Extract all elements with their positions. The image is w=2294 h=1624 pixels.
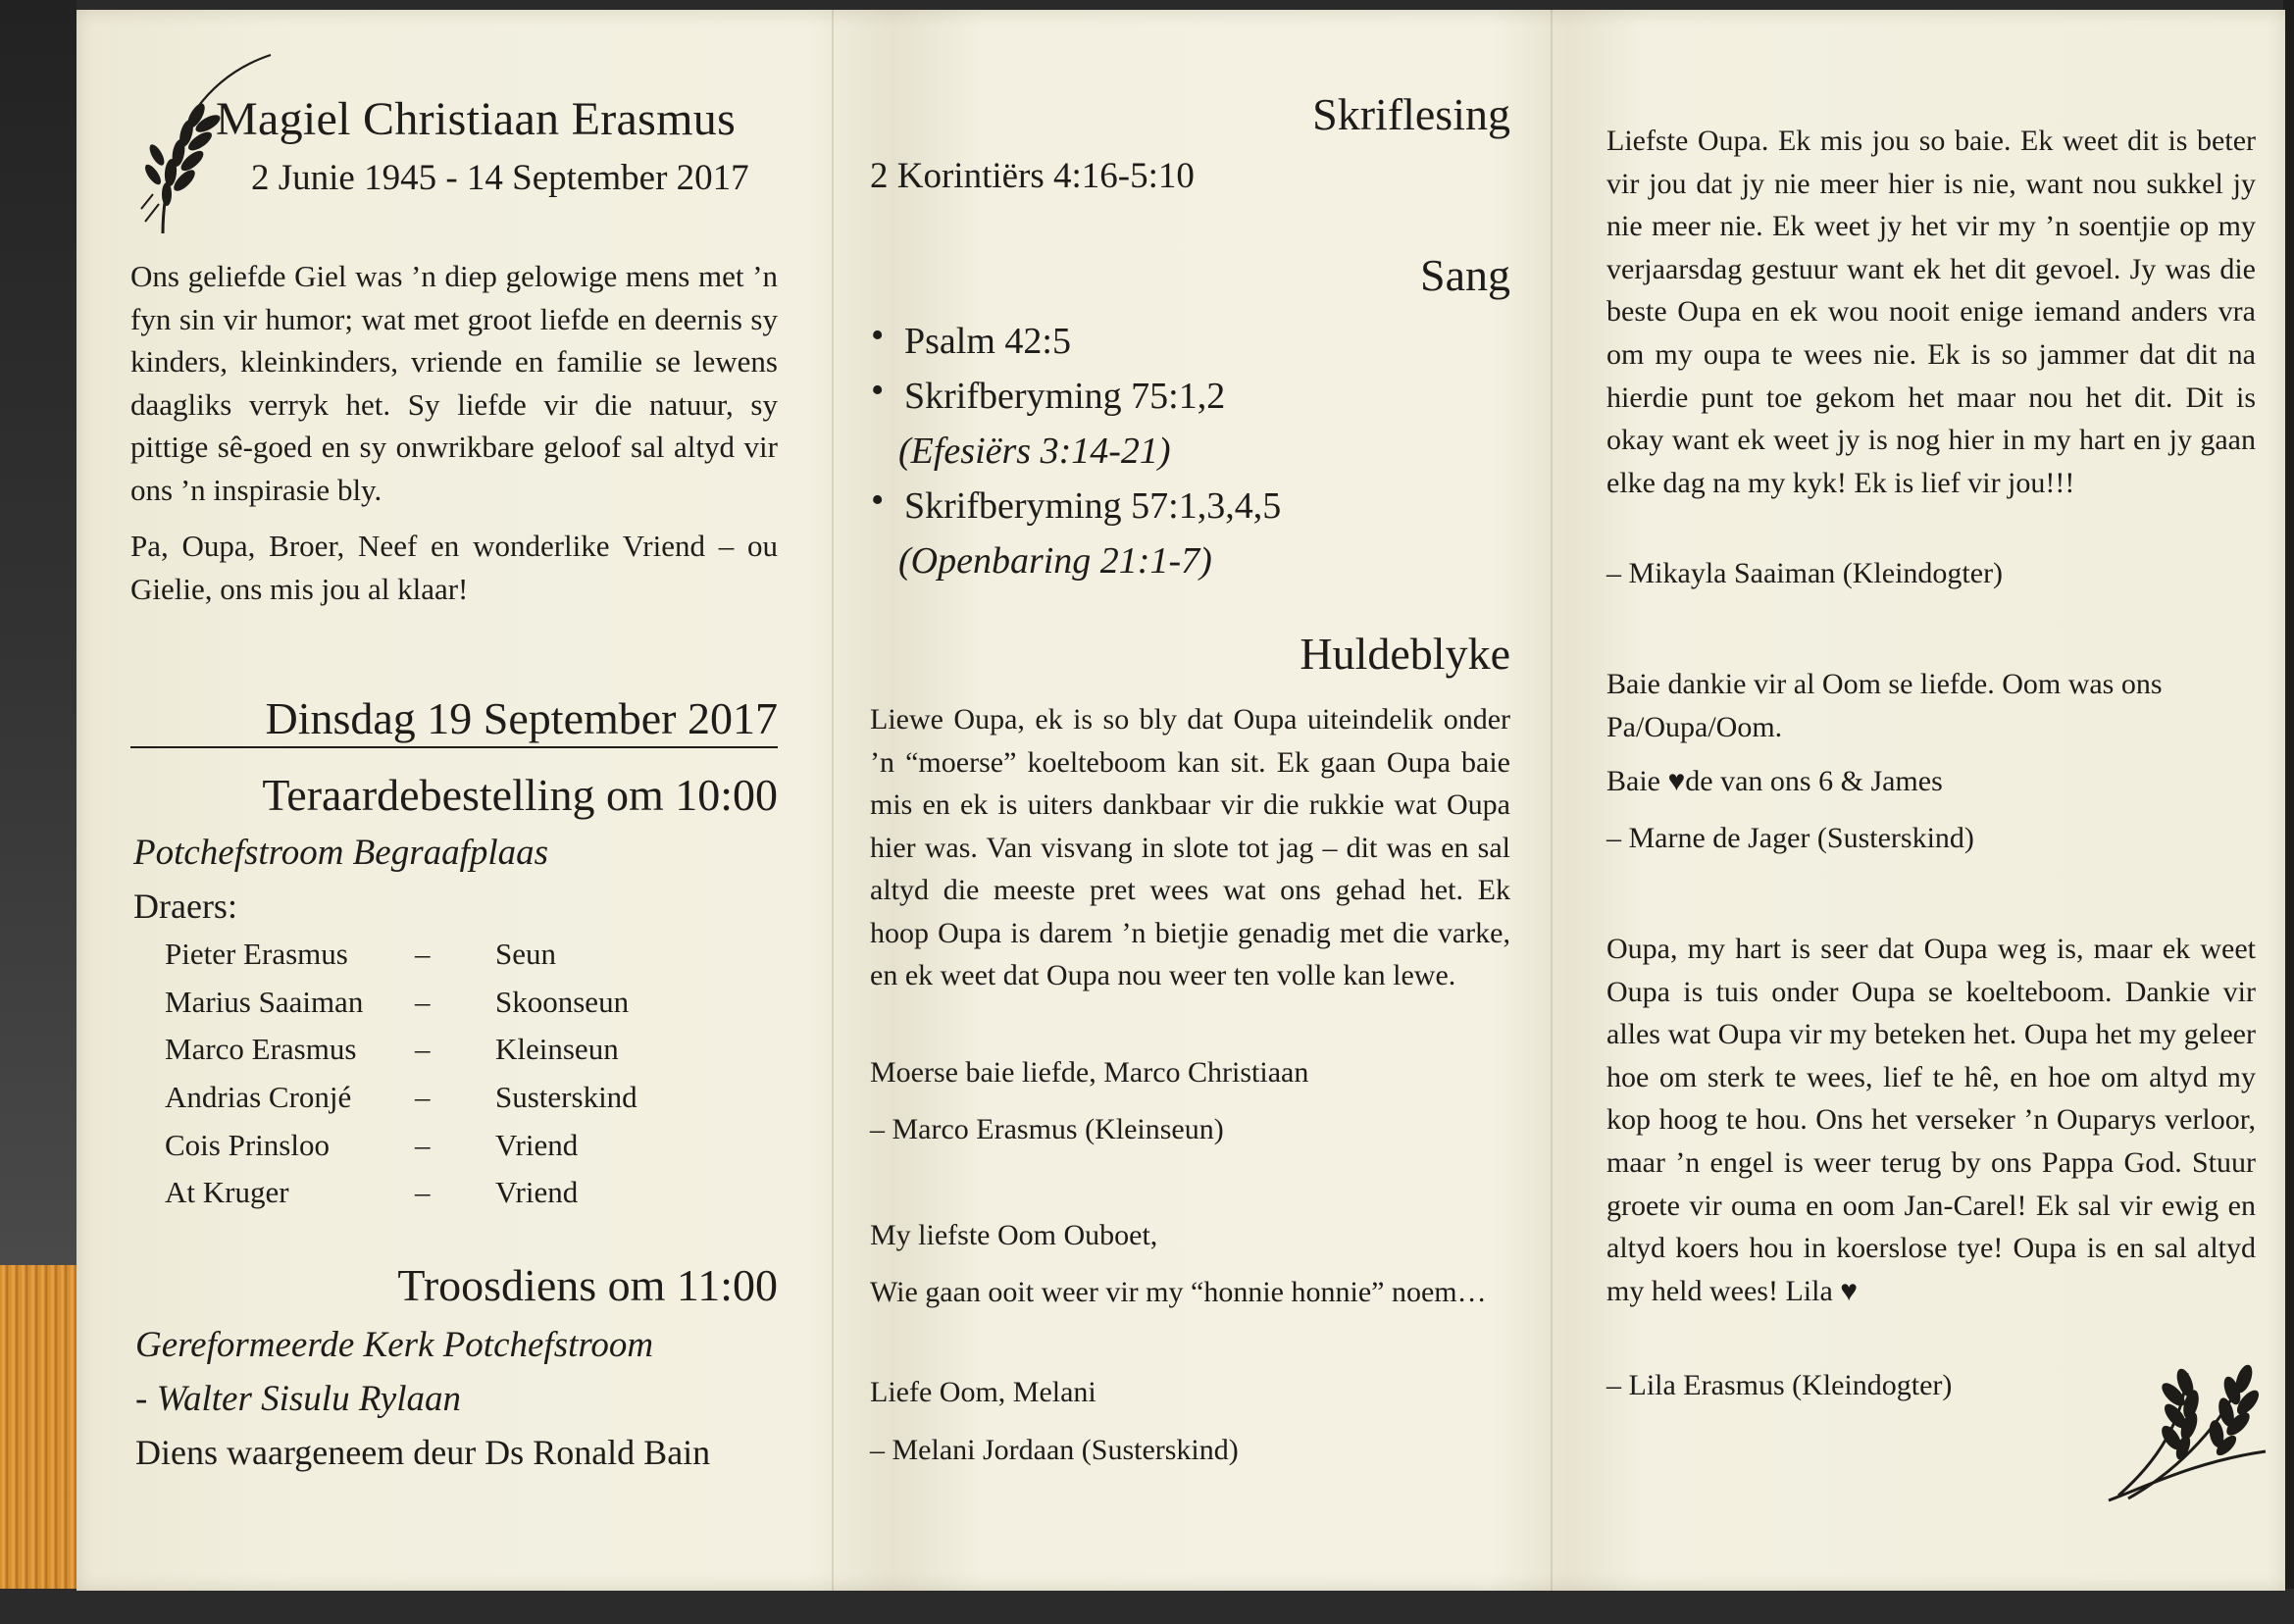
tribute-block [1606, 928, 2256, 1312]
bearer-name: Pieter Erasmus [165, 937, 348, 972]
song-reference: (Openbaring 21:1-7) [898, 540, 1212, 582]
tribute-body: Liewe Oupa, ek is so bly dat Oupa uiteindelik onder ’n “moerse” koelteboom kan sit. Ek gaan Oupa baie mis en ek is uiters dankbaar vir die rukkie wat Oupa hier was. Van visvang in slote tot jag – dit was en sal altyd die meeste pret wees wat ons gehad het. Ek hoop Oupa is darem ’n bietjie genadig met die varke, en ek weet dat Oupa nou weer ten volle kan lewe. [870, 703, 1510, 991]
tribute-author: – Mikayla Saaiman (Kleindogter) [1606, 557, 2004, 589]
bullet: • [871, 315, 885, 356]
table-row [165, 931, 714, 979]
tribute-author: – Marco Erasmus (Kleinseun) [870, 1113, 1224, 1145]
intro-farewell: Pa, Oupa, Broer, Neef en wonderlike Vriend – ou Gielie, ons mis jou al klaar! [130, 529, 778, 606]
intro-paragraph: Ons geliefde Giel was ’n diep gelowige mens met ’n fyn sin vir humor; wat met groot liefde en deernis sy kinders, kleinkinders, vriende en familie se lewens daagliks verryk het. Sy liefde vir die natuur, sy pittige sê-goed en sy onwrikbare geloof sal altyd vir ons ’n inspirasie bly. [130, 259, 778, 507]
church-street: - Walter Sisulu Rylaan [135, 1379, 461, 1419]
songs-heading: Sang [1420, 250, 1510, 300]
love-suffix: de van ons 6 & James [1685, 765, 1943, 797]
date-underline [130, 746, 778, 748]
list-item [871, 314, 1499, 369]
bearer-dash: – [415, 984, 431, 1019]
bullet: • [871, 480, 885, 521]
bearer-relation: Seun [495, 937, 556, 972]
song-title: Psalm 42:5 [904, 321, 1071, 362]
tribute-body: Wie gaan ooit weer vir my “honnie honnie” noem… [870, 1276, 1487, 1308]
tribute-signoff: Moerse baie liefde, Marco Christiaan [870, 1056, 1309, 1089]
fold-line-left [832, 10, 834, 1591]
bearer-relation: Vriend [495, 1175, 579, 1210]
scan-border-bottom [0, 1589, 2294, 1624]
bearer-name: Marius Saaiman [165, 984, 364, 1019]
service-title: Troosdiens om 11:00 [397, 1260, 778, 1310]
bearer-relation: Kleinseun [495, 1032, 619, 1067]
service-date: Dinsdag 19 September 2017 [265, 693, 778, 743]
tribute-signoff: Liefe Oom, Melani [870, 1376, 1096, 1408]
bearer-dash: – [415, 1080, 431, 1115]
reading-heading: Skriflesing [1312, 89, 1510, 139]
table-row [165, 1026, 714, 1074]
church-name: Gereformeerde Kerk Potchefstroom [135, 1325, 654, 1365]
bearer-relation: Susterskind [495, 1080, 637, 1115]
bearer-relation: Vriend [495, 1127, 579, 1162]
table-row [165, 1169, 714, 1217]
bullet: • [871, 370, 885, 411]
burial-place: Potchefstroom Begraafplaas [133, 833, 549, 873]
tribute-author: – Melani Jordaan (Susterskind) [870, 1434, 1239, 1466]
reading-reference: 2 Korintiërs 4:16-5:10 [870, 156, 1195, 196]
table-row [165, 979, 714, 1027]
song-title: Skrifberyming 57:1,3,4,5 [904, 485, 1282, 527]
bearer-name: Cois Prinsloo [165, 1127, 330, 1162]
heart-icon: ♥ [1840, 1274, 1859, 1307]
bearers-table [165, 931, 714, 1217]
bearer-dash: – [415, 1175, 431, 1210]
officiant-line: Diens waargeneem deur Ds Ronald Bain [135, 1433, 711, 1472]
burial-title: Teraardebestelling om 10:00 [262, 770, 778, 820]
fold-line-right [1551, 10, 1553, 1591]
tributes-heading: Huldeblyke [1300, 629, 1510, 679]
love-prefix: Baie [1606, 765, 1668, 797]
bearers-label: Draers: [133, 887, 237, 926]
bearer-dash: – [415, 937, 431, 972]
tribute-greeting: My liefste Oom Ouboet, [870, 1219, 1158, 1251]
bearer-name: Marco Erasmus [165, 1032, 357, 1067]
wheat-bundle-icon [2089, 1314, 2285, 1510]
song-title: Skrifberyming 75:1,2 [904, 376, 1226, 417]
list-item [871, 369, 1499, 479]
bearer-dash: – [415, 1032, 431, 1067]
tribute-body: Oupa, my hart is seer dat Oupa weg is, maar ek weet Oupa is tuis onder Oupa se koelteboom. Dankie vir alles wat Oupa vir my beteken het. Oupa het my geleer hoe om sterk te wees, lief te hê, en hoe om altyd my kop hoog te hou. Ons het verseker ’n Ouparys verloor, maar ’n engel is weer terug by ons Pappa God. Stuur groete vir ouma en oom Jan-Carel! Ek sal vir ewig en altyd koers hou in koerslose tye! Oupa is en sal altyd my held wees! Lila [1606, 933, 2256, 1307]
tribute-body: Baie dankie vir al Oom se liefde. Oom was ons Pa/Oupa/Oom. [1606, 668, 2163, 743]
tribute-body: Liefste Oupa. Ek mis jou so baie. Ek weet dit is beter vir jou dat jy nie meer hier is nie, want nou sukkel jy nie meer nie. Ek weet jy het vir my ’n soentjie op my verjaarsdag gestuur want ek het dit gevoel. Jy was die beste Oupa en ek wou nooit enige iemand anders vra om my oupa te wees nie. Ek is so jammer dat dit na hierdie punt toe gekom het maar nou het dit. Dit is okay want ek weet jy is nog hier in my hart en jy gaan elke dag na my kyk! Ek is lief vir jou!!! [1606, 125, 2256, 499]
tribute-author: – Lila Erasmus (Kleindogter) [1606, 1369, 1953, 1401]
bearer-name: Andrias Cronjé [165, 1080, 352, 1115]
bearer-name: At Kruger [165, 1175, 289, 1210]
heart-icon: ♥ [1667, 765, 1686, 797]
song-reference: (Efesiërs 3:14-21) [898, 431, 1171, 472]
table-row [165, 1074, 714, 1122]
list-item [871, 479, 1499, 588]
tribute-author: – Marne de Jager (Susterskind) [1606, 822, 1974, 854]
deceased-name: Magiel Christiaan Erasmus [216, 93, 737, 145]
table-row [165, 1121, 714, 1169]
scan-background-stripes [0, 1265, 76, 1589]
bearer-dash: – [415, 1127, 431, 1162]
songs-list [871, 314, 1499, 588]
life-dates: 2 Junie 1945 - 14 September 2017 [251, 158, 749, 198]
bearer-relation: Skoonseun [495, 984, 630, 1019]
tribute-love-line [1606, 765, 1943, 798]
